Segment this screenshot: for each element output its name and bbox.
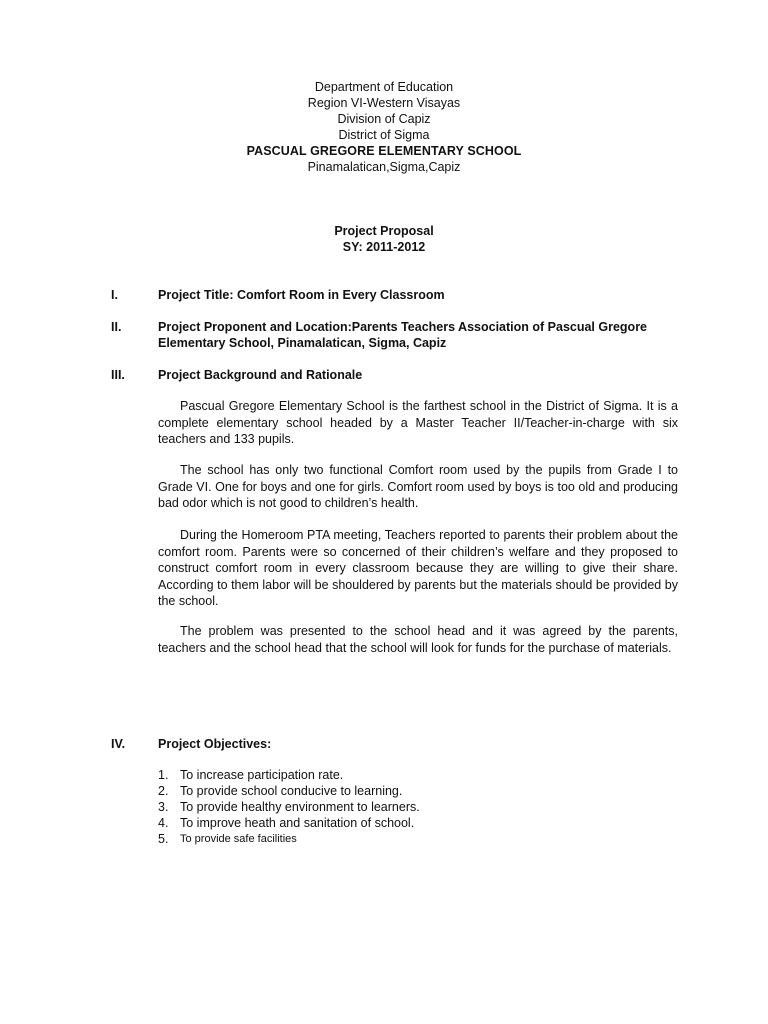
section-number: II. bbox=[111, 320, 122, 334]
document-header bbox=[0, 79, 768, 175]
region-line: Region VI-Western Visayas bbox=[307, 96, 461, 110]
list-number: 2. bbox=[158, 784, 169, 798]
section-heading: Project Title: Comfort Room in Every Classroom bbox=[158, 288, 445, 302]
list-number: 1. bbox=[158, 768, 169, 782]
list-item bbox=[158, 767, 678, 783]
list-number: 4. bbox=[158, 816, 169, 830]
list-item bbox=[158, 799, 678, 815]
list-item bbox=[158, 815, 678, 831]
section-project-title bbox=[111, 287, 678, 303]
school-year: SY: 2011-2012 bbox=[342, 240, 426, 254]
section-project-proponent bbox=[111, 319, 678, 351]
rationale-paragraph-3: During the Homeroom PTA meeting, Teachers reported to parents their problem about the comfort room. Parents were so concerned of their children’s welfare and they proposed to construct comfort room in every classroom because they are willing to give their share. According to them labor will be shouldered by parents but the materials should be provided by the school. bbox=[158, 528, 678, 608]
list-text: To provide safe facilities bbox=[180, 833, 297, 845]
school-address: Pinamalatican,Sigma,Capiz bbox=[307, 160, 461, 174]
list-number: 5. bbox=[158, 832, 169, 846]
section-objectives bbox=[111, 736, 678, 752]
list-item bbox=[158, 831, 678, 847]
list-text: To provide school conducive to learning. bbox=[180, 784, 403, 798]
list-number: 3. bbox=[158, 800, 169, 814]
school-name: PASCUAL GREGORE ELEMENTARY SCHOOL bbox=[246, 144, 522, 158]
proposal-title: Project Proposal bbox=[334, 224, 434, 238]
objectives-list bbox=[158, 767, 678, 847]
proposal-heading bbox=[0, 223, 768, 255]
section-number: IV. bbox=[111, 737, 126, 751]
rationale-paragraph-4: The problem was presented to the school head and it was agreed by the parents, teachers and the school head that the school will look for funds for the purchase of materials. bbox=[158, 624, 678, 655]
section-number: I. bbox=[111, 288, 118, 302]
rationale-paragraph-2: The school has only two functional Comfort room used by the pupils from Grade I to Grade VI. One for boys and one for girls. Comfort room used by boys is too old and producing bad odor which is not good to children’s health. bbox=[158, 463, 678, 510]
section-heading: Project Proponent and Location:Parents Teachers Association of Pascual Gregore Elementary School, Pinamalatican, Sigma, Capiz bbox=[158, 320, 648, 350]
section-background bbox=[111, 367, 678, 383]
division-line: Division of Capiz bbox=[337, 112, 431, 126]
list-item bbox=[158, 783, 678, 799]
department-line: Department of Education bbox=[314, 80, 454, 94]
list-text: To provide healthy environment to learners. bbox=[180, 800, 420, 814]
section-heading: Project Background and Rationale bbox=[158, 368, 363, 382]
section-number: III. bbox=[111, 368, 125, 382]
list-text: To improve heath and sanitation of school. bbox=[180, 816, 415, 830]
district-line: District of Sigma bbox=[338, 128, 430, 142]
rationale-paragraph-1: Pascual Gregore Elementary School is the farthest school in the District of Sigma. It is a complete elementary school headed by a Master Teacher II/Teacher-in-charge with six teachers and 133 pupils. bbox=[158, 399, 678, 446]
section-heading: Project Objectives: bbox=[158, 737, 272, 751]
list-text: To increase participation rate. bbox=[180, 768, 344, 782]
